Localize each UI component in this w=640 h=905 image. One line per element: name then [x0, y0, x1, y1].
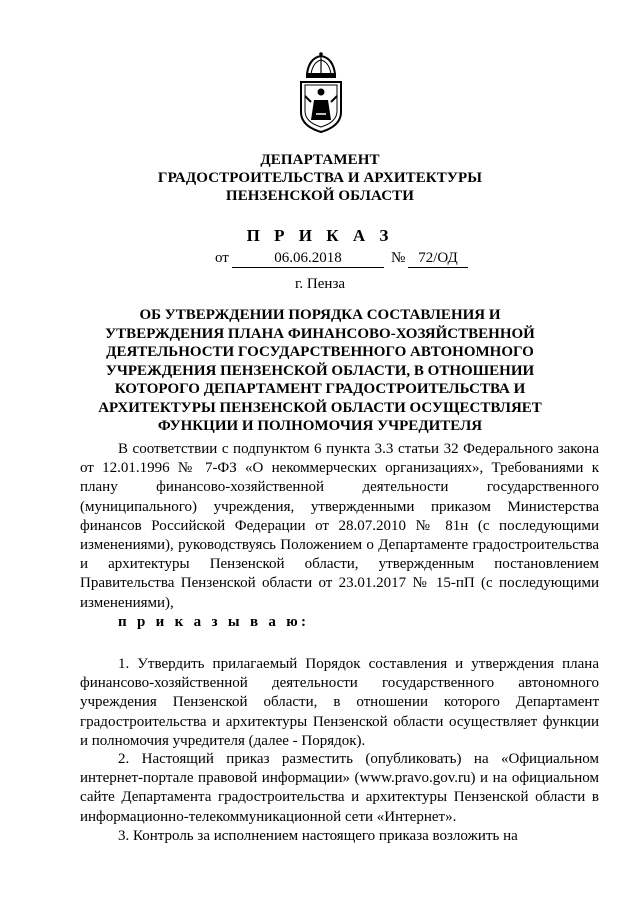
order-item-3: 3. Контроль за исполнением настоящего приказа возложить на: [118, 828, 518, 844]
order-number: 72/ОД: [408, 250, 468, 268]
department-name-line-1: ДЕПАРТАМЕНТ: [260, 152, 380, 168]
number-prefix: №: [391, 250, 406, 266]
penza-region-coat-of-arms-icon: [297, 52, 345, 134]
date-prefix: от: [215, 250, 229, 266]
order-date-number-line: [0, 250, 640, 270]
order-item-2: 2. Настоящий приказ разместить (опубликовать) на «Официальном интернет-портале правовой информации» (www.pravo.gov.ru) и на официальном сайте Департамента градостроительства и архитектуры Пензенской области в информационно-телекоммуникационной сети «Интернет».: [80, 751, 599, 825]
document-heading: ОБ УТВЕРЖДЕНИИ ПОРЯДКА СОСТАВЛЕНИЯ И УТВЕРЖДЕНИЯ ПЛАНА ФИНАНСОВО-ХОЗЯЙСТВЕННОЙ ДЕЯТЕЛЬНОСТИ ГОСУДАРСТВЕННОГО АВТОНОМНОГО УЧРЕЖДЕНИЯ ПЕНЗЕНСКОЙ ОБЛАСТИ, В ОТНОШЕНИИ КОТОРОГО ДЕПАРТАМЕНТ ГРАДОСТРОИТЕЛЬСТВА И АРХИТЕКТУРЫ ПЕНЗЕНСКОЙ ОБЛАСТИ ОСУЩЕСТВЛЯЕТ ФУНКЦИИ И ПОЛНОМОЧИЯ УЧРЕДИТЕЛЯ: [98, 307, 542, 434]
order-item-1: 1. Утвердить прилагаемый Порядок составления и утверждения плана финансово-хозяйственной деятельности государственного автономного учреждения Пензенской области, в отношении которого Департамент градостроительства и архитектуры Пензенской области осуществляет функции и полномочия учредителя (далее - Порядок).: [80, 656, 599, 749]
department-name-line-3: ПЕНЗЕНСКОЙ ОБЛАСТИ: [225, 188, 415, 204]
orders-word: п р и к а з ы в а ю:: [118, 614, 310, 630]
department-name-line-2: ГРАДОСТРОИТЕЛЬСТВА И АРХИТЕКТУРЫ: [157, 170, 483, 186]
order-date: 06.06.2018: [232, 250, 384, 268]
preamble-paragraph: В соответствии с подпунктом 6 пункта 3.3 статьи 32 Федерального закона от 12.01.1996 № 7-ФЗ «О некоммерческих организациях», Требованиями к плану финансово-хозяйственной деятельности государственного (муниципального) учреждения, утвержденными приказом Министерства финансов Российской Федерации от 28.07.2010 № 81н (с последующими изменениями), руководствуясь Положением о Департаменте градостроительства и архитектуры Пензенской области, утвержденным постановлением Правительства Пензенской области от 23.01.2017 № 15-пП (с последующими изменениями),: [80, 441, 599, 611]
order-city: г. Пенза: [294, 276, 346, 292]
order-title: П Р И К А З: [246, 226, 394, 245]
